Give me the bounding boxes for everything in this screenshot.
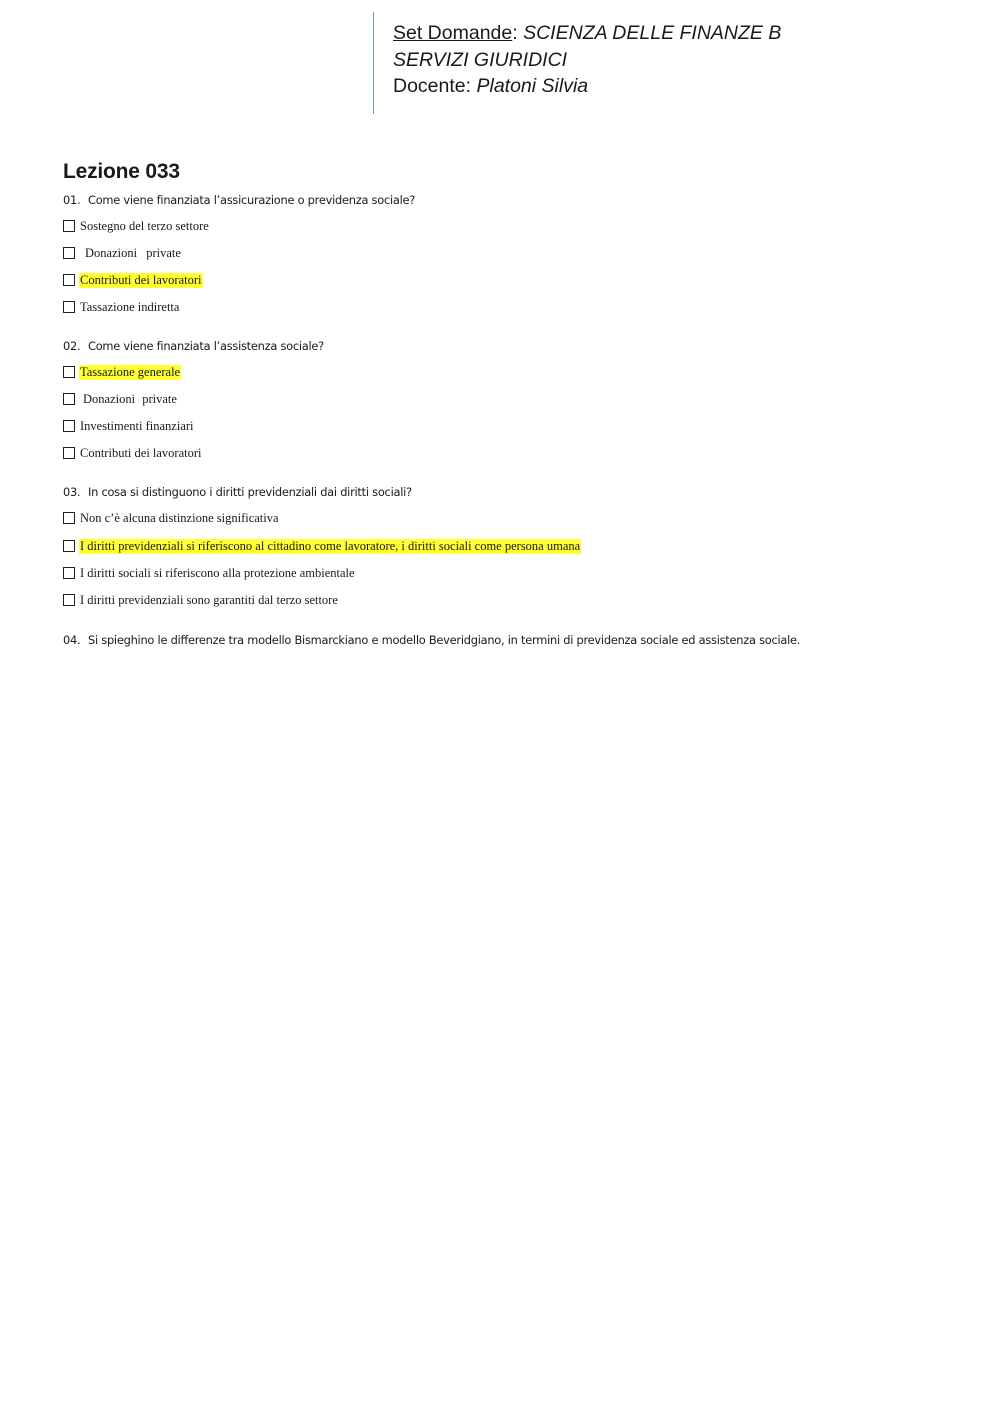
set-domande-line [393, 20, 781, 47]
course-title-line2-row [393, 47, 781, 74]
answer-option[interactable] [63, 218, 210, 234]
answer-option[interactable] [63, 299, 180, 315]
checkbox[interactable] [63, 220, 75, 232]
question-text: In cosa si distinguono i diritti previdenziali dai diritti sociali? [88, 485, 412, 499]
answer-option[interactable] [63, 538, 581, 554]
answer-text: Contributi dei lavoratori [80, 445, 202, 460]
answer-text-highlighted: Contributi dei lavoratori [80, 272, 202, 287]
checkbox[interactable] [63, 447, 75, 459]
answer-option[interactable] [63, 510, 280, 526]
checkbox[interactable] [63, 247, 75, 259]
checkbox[interactable] [63, 567, 75, 579]
docente-name: Platoni Silvia [476, 75, 589, 97]
answer-text: Sostegno del terzo settore [80, 218, 209, 233]
answer-text: Non c’è alcuna distinzione significativa [80, 510, 279, 525]
answer-text-highlighted: Tassazione generale [80, 364, 181, 379]
answer-text: I diritti previdenziali sono garantiti dal terzo settore [80, 592, 338, 607]
answer-option[interactable] [63, 592, 339, 608]
answer-text: I diritti sociali si riferiscono alla protezione ambientale [80, 565, 355, 580]
answer-option[interactable] [63, 391, 178, 407]
answer-text: Donazioni private [83, 391, 177, 406]
question-04 [63, 633, 800, 647]
checkbox[interactable] [63, 512, 75, 524]
question-text: Come viene finanziata l’assistenza sociale? [88, 339, 324, 353]
set-domande-separator: : [512, 22, 518, 44]
answer-text: Tassazione indiretta [80, 299, 180, 314]
course-title-line1: SCIENZA DELLE FINANZE B [523, 22, 782, 44]
answer-option[interactable] [63, 272, 203, 288]
question-number: 01. [63, 193, 81, 207]
question-number: 04. [63, 633, 81, 647]
answer-option[interactable] [63, 418, 195, 434]
checkbox[interactable] [63, 393, 75, 405]
checkbox[interactable] [63, 594, 75, 606]
docente-label: Docente: [393, 75, 472, 97]
answer-text-highlighted: I diritti previdenziali si riferiscono al cittadino come lavoratore, i diritti sociali come persona umana [80, 538, 581, 553]
question-number: 03. [63, 485, 81, 499]
question-02 [63, 339, 324, 353]
question-01 [63, 193, 415, 207]
checkbox[interactable] [63, 420, 75, 432]
lesson-title: Lezione 033 [63, 160, 180, 183]
answer-option[interactable] [63, 445, 203, 461]
question-text: Come viene finanziata l’assicurazione o previdenza sociale? [88, 193, 416, 207]
checkbox[interactable] [63, 301, 75, 313]
checkbox[interactable] [63, 366, 75, 378]
course-title-line2: SERVIZI GIURIDICI [393, 48, 568, 71]
answer-option[interactable] [63, 364, 181, 380]
set-domande-label: Set Domande [393, 22, 513, 44]
docente-line [393, 73, 781, 100]
checkbox[interactable] [63, 274, 75, 286]
answer-option[interactable] [63, 245, 182, 261]
answer-text: Donazioni private [85, 245, 181, 260]
answer-option[interactable] [63, 565, 356, 581]
question-number: 02. [63, 339, 81, 353]
answer-text: Investimenti finanziari [80, 418, 194, 433]
question-text: Si spieghino le differenze tra modello Bismarckiano e modello Beveridgiano, in termini di previdenza sociale ed assistenza sociale. [88, 633, 801, 647]
checkbox[interactable] [63, 540, 75, 552]
document-header [373, 12, 781, 114]
question-03 [63, 485, 412, 499]
